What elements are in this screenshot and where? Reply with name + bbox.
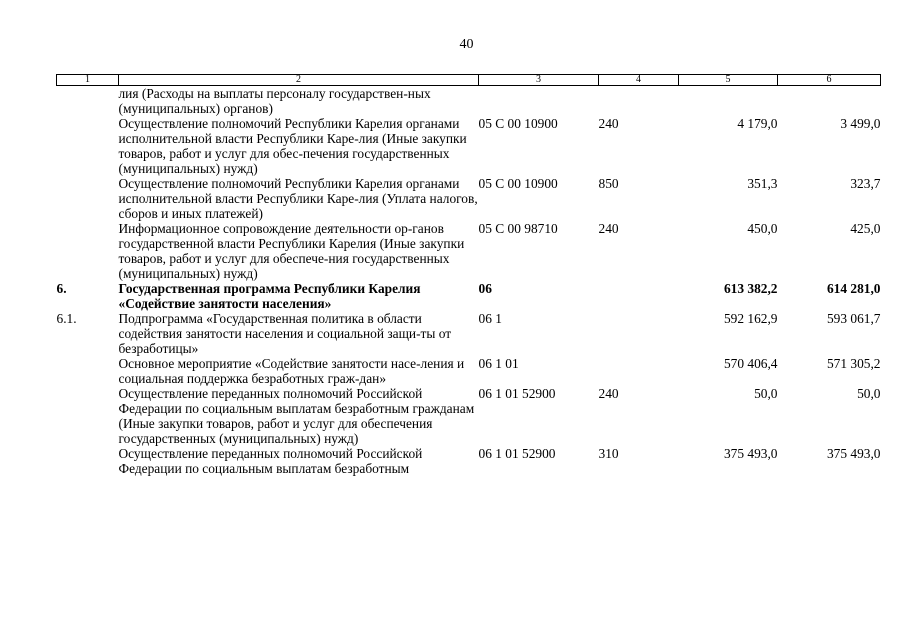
row-name: Осуществление полномочий Республики Карелия органами исполнительной власти Республики Каре-лия (Уплата налогов, сборов и иных платежей) [118, 176, 478, 221]
table-row [57, 281, 881, 311]
row-name: Основное мероприятие «Содействие занятости насе-ления и социальная поддержка безработных граж-дан» [118, 356, 465, 386]
row-number [57, 221, 119, 281]
row-sum-year2: 425,0 [850, 221, 881, 236]
row-sum-year1: 375 493,0 [723, 446, 778, 461]
column-header: 5 [679, 75, 778, 86]
row-code: 06 1 01 52900 [478, 386, 556, 401]
row-number [57, 446, 119, 476]
table-row [57, 356, 881, 386]
row-sum-year1: 570 406,4 [723, 356, 778, 371]
table-row [57, 116, 881, 176]
column-header: 2 [119, 75, 479, 86]
row-code: 06 1 01 [478, 356, 519, 371]
row-number [57, 386, 119, 446]
row-number [57, 176, 119, 221]
table-row [57, 176, 881, 221]
row-expense-type [599, 86, 679, 117]
row-sum-year2: 593 061,7 [826, 311, 881, 326]
row-code: 05 С 00 10900 [478, 116, 558, 131]
row-number [57, 86, 119, 117]
row-sum-year1: 613 382,2 [723, 281, 778, 296]
row-sum-year2: 323,7 [850, 176, 881, 191]
row-code: 06 1 [478, 311, 502, 326]
row-sum-year1: 592 162,9 [723, 311, 778, 326]
column-header: 1 [57, 75, 119, 86]
row-code [479, 86, 599, 117]
row-sum-year1: 351,3 [747, 176, 778, 191]
row-expense-type: 240 [598, 116, 619, 131]
row-expense-type [599, 311, 679, 356]
row-code: 05 С 00 10900 [478, 176, 558, 191]
row-number [57, 356, 119, 386]
row-number: 6. [56, 281, 67, 296]
row-name: Информационное сопровождение деятельности ор-ганов государственной власти Республики Карелия (Иные закупки товаров, работ и услуг для обеспече-ния государственных (муниципальных) нужд) [118, 221, 465, 281]
row-name: Государственная программа Республики Карелия «Содействие занятости населения» [118, 281, 421, 311]
row-sum-year1 [679, 86, 778, 117]
row-sum-year2: 614 281,0 [826, 281, 881, 296]
table-row [57, 221, 881, 281]
row-code: 06 1 01 52900 [478, 446, 556, 461]
row-number [57, 116, 119, 176]
row-code: 06 [478, 281, 492, 296]
column-header: 6 [778, 75, 881, 86]
row-sum-year2: 375 493,0 [826, 446, 881, 461]
row-sum-year2: 50,0 [857, 386, 881, 401]
row-expense-type: 850 [598, 176, 619, 191]
row-sum-year1: 450,0 [747, 221, 778, 236]
row-name: лия (Расходы на выплаты персоналу государствен-ных (муниципальных) органов) [118, 86, 431, 116]
row-number: 6.1. [56, 311, 77, 326]
row-sum-year2: 3 499,0 [840, 116, 881, 131]
row-sum-year1: 4 179,0 [737, 116, 778, 131]
row-expense-type: 310 [598, 446, 619, 461]
row-name: Подпрограмма «Государственная политика в области содействия занятости населения и социальной защи-ты от безработицы» [118, 311, 452, 356]
row-name: Осуществление переданных полномочий Российской Федерации по социальным выплатам безработным [118, 446, 423, 476]
column-header: 4 [599, 75, 679, 86]
table-row [57, 86, 881, 117]
row-name: Осуществление переданных полномочий Российской Федерации по социальным выплатам безработным гражданам (Иные закупки товаров, работ и услуг для обеспечения государственных (муниципальных) нужд) [118, 386, 475, 446]
row-sum-year2: 571 305,2 [826, 356, 881, 371]
row-expense-type: 240 [598, 386, 619, 401]
table-row [57, 311, 881, 356]
table-header-row [57, 75, 881, 86]
budget-table [56, 74, 881, 476]
row-code: 05 С 00 98710 [478, 221, 558, 236]
page-number: 40 [459, 37, 474, 52]
column-header: 3 [479, 75, 599, 86]
row-expense-type: 240 [598, 221, 619, 236]
table-row [57, 446, 881, 476]
row-expense-type [599, 356, 679, 386]
row-expense-type [599, 281, 679, 311]
row-name: Осуществление полномочий Республики Карелия органами исполнительной власти Республики Каре-лия (Иные закупки товаров, работ и услуг для обес-печения государственных (муниципальных) нужд) [118, 116, 467, 176]
row-sum-year1: 50,0 [754, 386, 778, 401]
table-row [57, 386, 881, 446]
row-sum-year2 [778, 86, 881, 117]
